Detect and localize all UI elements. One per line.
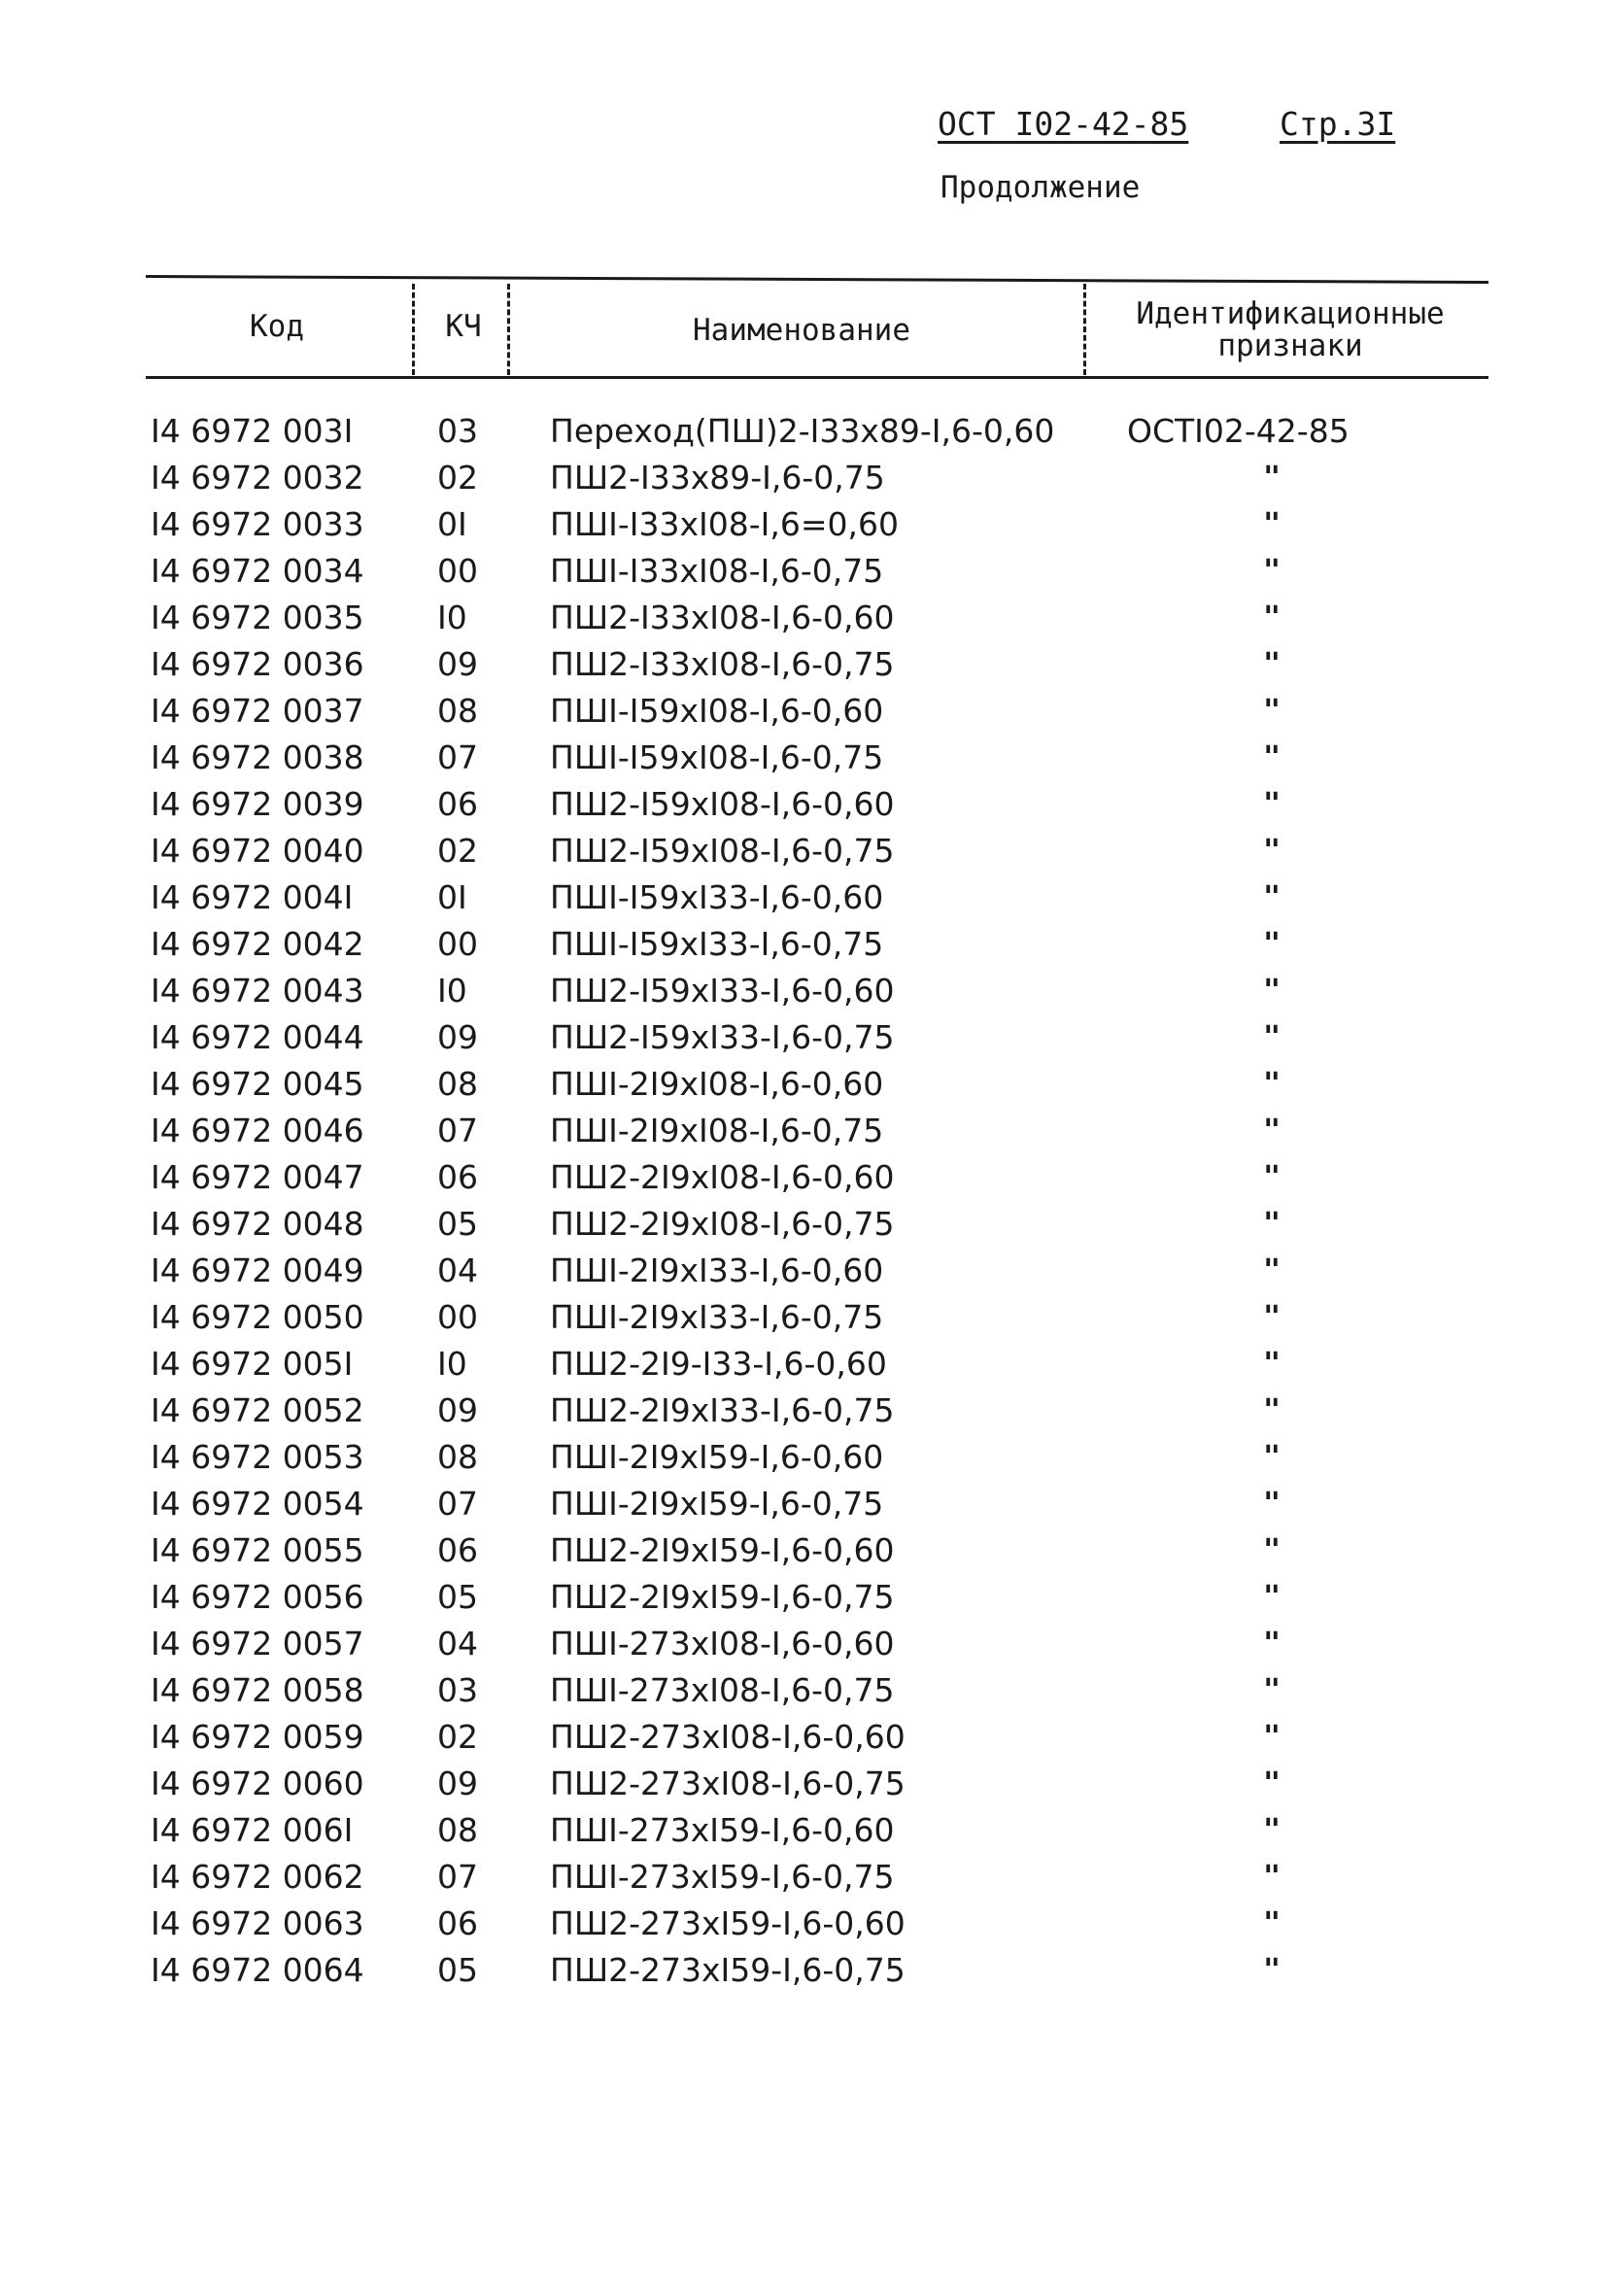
column-divider [507,284,510,375]
row-ident-ditto: " [1263,1906,1282,1940]
row-name: ПШ2-273xI59-I,6-0,60 [550,1904,906,1942]
row-code: I4 6972 0036 [151,645,364,683]
row-name: ПШ2-2I9xI33-I,6-0,75 [550,1391,895,1429]
row-ident-ditto: " [1263,1813,1282,1847]
row-code: I4 6972 0060 [151,1765,364,1802]
row-ident-ditto: " [1263,1160,1282,1194]
row-ident-ditto: " [1263,1487,1282,1521]
table-row [0,548,1607,595]
table-row [0,1248,1607,1294]
row-ident-ditto: " [1263,880,1282,914]
table-row [0,1574,1607,1621]
row-code: I4 6972 0034 [151,552,364,590]
table-row [0,501,1607,548]
row-ident-ditto: " [1263,834,1282,868]
row-name: ПШ2-2I9xI59-I,6-0,60 [550,1531,895,1569]
row-qc: I0 [437,972,467,1010]
page-number: Стр.3I [1280,105,1396,143]
row-name: ПШI-I59xI33-I,6-0,75 [550,925,884,963]
column-header-ident-line2: признаки [1217,328,1363,363]
table-row [0,1807,1607,1854]
row-code: I4 6972 0037 [151,692,364,730]
row-code: I4 6972 005I [151,1345,354,1383]
table-row [0,1108,1607,1154]
row-code: I4 6972 0057 [151,1625,364,1662]
row-name: ПШ2-273xI59-I,6-0,75 [550,1951,906,1989]
table-row [0,1154,1607,1201]
row-ident: ОСТI02-42-85 [1127,412,1350,450]
standard-number: ОСТ I02-42-85 [938,105,1189,143]
row-qc: 04 [437,1251,478,1289]
row-code: I4 6972 0058 [151,1671,364,1709]
row-qc: 0I [437,505,467,543]
column-divider [412,284,415,375]
row-code: I4 6972 0035 [151,599,364,636]
row-name: ПШI-2I9xI08-I,6-0,75 [550,1112,884,1149]
continuation-label: Продолжение [940,170,1141,205]
row-code: I4 6972 0038 [151,738,364,776]
row-code: I4 6972 0048 [151,1205,364,1243]
row-name: ПШ2-2I9-I33-I,6-0,60 [550,1345,887,1383]
row-name: ПШI-273xI08-I,6-0,75 [550,1671,895,1709]
row-name: Переход(ПШ)2-I33x89-I,6-0,60 [550,412,1055,450]
document-header [938,105,1396,143]
table-row [0,595,1607,641]
row-code: I4 6972 006I [151,1811,354,1849]
row-code: I4 6972 0042 [151,925,364,963]
row-name: ПШ2-I33x89-I,6-0,75 [550,459,885,497]
column-header-ident-line1: Идентификационные [1136,296,1445,331]
row-qc: 09 [437,1018,478,1056]
row-ident-ditto: " [1263,1953,1282,1987]
table-row [0,921,1607,968]
row-name: ПШ2-2I9xI08-I,6-0,75 [550,1205,895,1243]
row-code: I4 6972 0054 [151,1485,364,1523]
row-ident-ditto: " [1263,927,1282,961]
row-qc: 09 [437,1391,478,1429]
row-code: I4 6972 0047 [151,1158,364,1196]
row-code: I4 6972 0053 [151,1438,364,1476]
row-name: ПШI-273xI08-I,6-0,60 [550,1625,895,1662]
row-qc: 06 [437,1531,478,1569]
row-name: ПШI-273xI59-I,6-0,60 [550,1811,895,1849]
row-code: I4 6972 0045 [151,1065,364,1103]
row-code: I4 6972 0033 [151,505,364,543]
table-row [0,688,1607,735]
row-qc: 05 [437,1951,478,1989]
table-row [0,408,1607,455]
row-name: ПШ2-I59xI33-I,6-0,75 [550,1018,895,1056]
row-ident-ditto: " [1263,554,1282,588]
row-code: I4 6972 0052 [151,1391,364,1429]
table-row [0,455,1607,501]
row-name: ПШI-I59xI08-I,6-0,60 [550,692,884,730]
table-row [0,1667,1607,1714]
row-ident-ditto: " [1263,461,1282,495]
row-name: ПШ2-I33xI08-I,6-0,75 [550,645,895,683]
row-ident-ditto: " [1263,1114,1282,1148]
row-ident-ditto: " [1263,740,1282,774]
row-name: ПШ2-2I9xI59-I,6-0,75 [550,1578,895,1616]
row-code: I4 6972 0044 [151,1018,364,1056]
row-qc: I0 [437,1345,467,1383]
row-ident-ditto: " [1263,1673,1282,1707]
row-code: I4 6972 0049 [151,1251,364,1289]
table-row [0,1201,1607,1248]
row-name: ПШI-I33xI08-I,6-0,75 [550,552,884,590]
table-row [0,735,1607,781]
row-name: ПШI-I59xI33-I,6-0,60 [550,878,884,916]
table-row [0,1014,1607,1061]
row-qc: 05 [437,1205,478,1243]
row-qc: I0 [437,599,467,636]
row-qc: 08 [437,1811,478,1849]
row-name: ПШ2-I59xI33-I,6-0,60 [550,972,895,1010]
row-qc: 08 [437,1065,478,1103]
row-ident-ditto: " [1263,600,1282,634]
row-code: I4 6972 004I [151,878,354,916]
row-ident-ditto: " [1263,1860,1282,1894]
row-qc: 02 [437,459,478,497]
row-qc: 00 [437,1298,478,1336]
table-row [0,1947,1607,1994]
row-ident-ditto: " [1263,1347,1282,1381]
row-qc: 06 [437,785,478,823]
row-name: ПШ2-I33xI08-I,6-0,60 [550,599,895,636]
row-name: ПШI-2I9xI33-I,6-0,75 [550,1298,884,1336]
row-qc: 04 [437,1625,478,1662]
row-ident-ditto: " [1263,787,1282,821]
row-ident-ditto: " [1263,1020,1282,1054]
table-row [0,1621,1607,1667]
row-ident-ditto: " [1263,1300,1282,1334]
table-header-bottom-rule [146,376,1488,379]
row-code: I4 6972 0040 [151,832,364,870]
row-ident-ditto: " [1263,1440,1282,1474]
table-row [0,1901,1607,1947]
row-qc: 09 [437,1765,478,1802]
table-row [0,968,1607,1014]
table-row [0,1341,1607,1388]
column-header-code: Код [250,309,304,344]
row-qc: 08 [437,1438,478,1476]
row-code: I4 6972 003I [151,412,354,450]
row-name: ПШ2-2I9xI08-I,6-0,60 [550,1158,895,1196]
row-ident-ditto: " [1263,1580,1282,1614]
row-ident-ditto: " [1263,647,1282,681]
column-header-ident [1086,298,1494,362]
table-row [0,1434,1607,1481]
row-qc: 05 [437,1578,478,1616]
row-code: I4 6972 0056 [151,1578,364,1616]
row-qc: 07 [437,1112,478,1149]
row-qc: 07 [437,738,478,776]
table-row [0,1761,1607,1807]
row-name: ПШI-I33xI08-I,6=0,60 [550,505,899,543]
row-name: ПШI-273xI59-I,6-0,75 [550,1858,895,1896]
row-code: I4 6972 0039 [151,785,364,823]
row-name: ПШI-I59xI08-I,6-0,75 [550,738,884,776]
row-ident-ditto: " [1263,1533,1282,1567]
row-name: ПШ2-273xI08-I,6-0,60 [550,1718,906,1756]
row-ident-ditto: " [1263,1207,1282,1241]
row-name: ПШI-2I9xI59-I,6-0,60 [550,1438,884,1476]
row-qc: 03 [437,412,478,450]
row-qc: 03 [437,1671,478,1709]
row-ident-ditto: " [1263,507,1282,541]
row-qc: 07 [437,1858,478,1896]
table-row [0,1294,1607,1341]
row-name: ПШ2-273xI08-I,6-0,75 [550,1765,906,1802]
row-qc: 09 [437,645,478,683]
row-qc: 06 [437,1158,478,1196]
row-code: I4 6972 0059 [151,1718,364,1756]
row-code: I4 6972 0046 [151,1112,364,1149]
row-ident-ditto: " [1263,694,1282,728]
row-ident-ditto: " [1263,1720,1282,1754]
row-qc: 07 [437,1485,478,1523]
table-row [0,1061,1607,1108]
row-qc: 02 [437,1718,478,1756]
row-ident-ditto: " [1263,1766,1282,1800]
row-name: ПШ2-I59xI08-I,6-0,60 [550,785,895,823]
row-ident-ditto: " [1263,1393,1282,1427]
row-qc: 0I [437,878,467,916]
row-ident-ditto: " [1263,1627,1282,1661]
row-name: ПШ2-I59xI08-I,6-0,75 [550,832,895,870]
row-name: ПШI-2I9xI08-I,6-0,60 [550,1065,884,1103]
row-name: ПШI-2I9xI33-I,6-0,60 [550,1251,884,1289]
row-qc: 00 [437,552,478,590]
row-qc: 06 [437,1904,478,1942]
table-row [0,828,1607,874]
row-code: I4 6972 0043 [151,972,364,1010]
row-code: I4 6972 0063 [151,1904,364,1942]
table-row [0,1714,1607,1761]
row-code: I4 6972 0055 [151,1531,364,1569]
column-header-qc: КЧ [445,309,482,344]
table-body [0,408,1607,1994]
row-qc: 02 [437,832,478,870]
row-qc: 00 [437,925,478,963]
row-ident-ditto: " [1263,1067,1282,1101]
row-qc: 08 [437,692,478,730]
table-row [0,1388,1607,1434]
row-name: ПШI-2I9xI59-I,6-0,75 [550,1485,884,1523]
row-code: I4 6972 0050 [151,1298,364,1336]
row-code: I4 6972 0064 [151,1951,364,1989]
column-header-name: Наименование [693,313,910,348]
table-row [0,641,1607,688]
table-row [0,1854,1607,1901]
row-code: I4 6972 0062 [151,1858,364,1896]
row-code: I4 6972 0032 [151,459,364,497]
table-row [0,781,1607,828]
table-row [0,874,1607,921]
table-row [0,1527,1607,1574]
table-row [0,1481,1607,1527]
table-top-rule [146,275,1488,284]
row-ident-ditto: " [1263,1253,1282,1287]
row-ident-ditto: " [1263,974,1282,1008]
